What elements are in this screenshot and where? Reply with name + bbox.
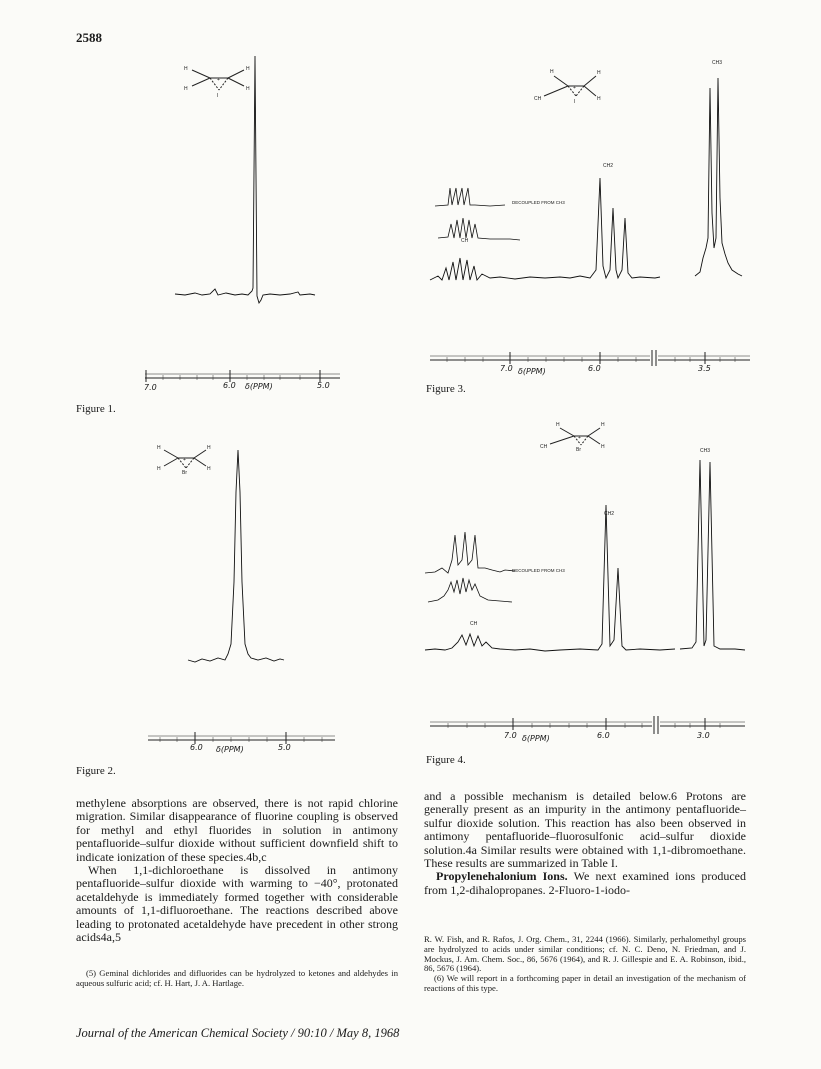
- svg-text:H: H: [184, 86, 188, 92]
- figure-3-tick-7: 7.0: [500, 364, 513, 373]
- figure-4-ch-label: CH: [470, 621, 478, 627]
- figure-2-axis-label: δ(PPM): [216, 745, 244, 754]
- svg-text:+: +: [573, 85, 576, 91]
- figure-3-ch3-label: CH3: [712, 60, 723, 66]
- svg-text:+: +: [217, 77, 220, 83]
- figure-2-trace: [188, 450, 284, 662]
- figure-4-axis-label: δ(PPM): [522, 734, 550, 743]
- figure-3-axis-label: δ(PPM): [518, 367, 546, 376]
- svg-text:H: H: [246, 66, 250, 72]
- svg-text:H: H: [597, 96, 601, 102]
- figure-4-structure: [550, 428, 600, 445]
- svg-text:CH: CH: [534, 96, 542, 102]
- figure-3-structure: [544, 76, 596, 96]
- figure-3-ch3-trace: [695, 78, 742, 276]
- left-paragraph-2: When 1,1-dichloroethane is dissolved in antimony pentafluoride–sulfur dioxide with warming to −40°, protonated acetaldehyde is immediately formed together with considerable amounts of 1,1-difluoroethane. The reactions described above leading to protonated acetaldehyde have precedent in other strong acids4a,5: [76, 863, 398, 945]
- figure-4-decoupled-trace: [425, 532, 515, 573]
- right-paragraph-1: and a possible mechanism is detailed below.6 Protons are generally present as an impurity in the antimony pentafluoride–sulfur dioxide solution. This reaction has also been observed in antimony pentafluoride–fluorosulfonic acid–sulfur dioxide solution.4a Similar results were obtained with 1,1-dibromoethane. These results are summarized in Table I.: [424, 789, 746, 871]
- figure-3-caption: Figure 3.: [426, 383, 466, 395]
- left-column-text: [76, 797, 398, 944]
- section-heading: Propylenehalonium Ions.: [436, 869, 568, 884]
- figure-3-tick-6: 6.0: [588, 364, 601, 373]
- svg-text:I: I: [217, 93, 219, 99]
- figure-1-scale: [145, 370, 340, 382]
- figure-3-decoupled-label: DECOUPLED FROM CH3: [512, 200, 565, 205]
- figure-4-tick-6: 6.0: [597, 731, 610, 740]
- figure-4-decoupled-label: DECOUPLED FROM CH3: [512, 568, 565, 573]
- footnote-5: (5) Geminal dichlorides and difluorides can be hydrolyzed to ketones and aldehydes in aqueous sulfuric acid; cf. H. Hart, J. A. Hartlage.: [76, 968, 398, 988]
- svg-text:H: H: [157, 466, 161, 472]
- figure-2-caption: Figure 2.: [76, 765, 116, 777]
- left-footnotes: [76, 969, 398, 989]
- svg-text:H: H: [601, 422, 605, 428]
- figure-1-spectrum: [140, 48, 360, 408]
- right-column-text: [424, 790, 746, 897]
- svg-text:Br: Br: [182, 470, 187, 476]
- svg-text:H: H: [246, 86, 250, 92]
- figure-4-caption: Figure 4.: [426, 754, 466, 766]
- figure-2-tick-6: 6.0: [190, 743, 203, 752]
- section-text: We next examined ions produced from 1,2-dihalopropanes. 2-Fluoro-1-iodo-: [424, 869, 746, 897]
- figure-1-tick-6: 6.0: [223, 381, 236, 390]
- figure-4-ch3-label: CH3: [700, 448, 711, 454]
- figure-4-ch-expanded-trace: [428, 578, 512, 602]
- footnote-6: (6) We will report in a forthcoming paper in detail an investigation of the mechanism of reactions of this type.: [424, 973, 746, 993]
- figure-3-ch-expanded-trace: [438, 218, 520, 240]
- figure-4-ch2-label: CH2: [604, 511, 615, 517]
- svg-text:Br: Br: [576, 447, 581, 453]
- svg-text:H: H: [157, 445, 161, 451]
- figure-4-spectrum: [420, 420, 755, 750]
- footnote-4-continued: R. W. Fish, and R. Rafos, J. Org. Chem., 31, 2244 (1966). Similarly, perhalomethyl groups are hydrolyzed to acids under similar conditions; cf. N. C. Deno, N. Friedman, and J. Mockus, J. Am. Chem. Soc., 86, 5676 (1964), and R. J. Gillespie and E. A. Robinson, ibid., 86, 5676 (1964).: [424, 934, 746, 974]
- svg-text:H: H: [556, 422, 560, 428]
- figure-1-caption: Figure 1.: [76, 403, 116, 415]
- figure-1-axis-label: δ(PPM): [245, 382, 273, 391]
- svg-text:H: H: [597, 70, 601, 76]
- figure-3-decoupled-trace: [435, 188, 505, 206]
- svg-text:H: H: [601, 444, 605, 450]
- figure-2-spectrum: [140, 432, 360, 762]
- figure-4-main-trace: [425, 505, 675, 651]
- figure-1-trace: [175, 56, 315, 303]
- figure-3-spectrum: [420, 48, 755, 383]
- svg-text:H: H: [550, 69, 554, 75]
- left-paragraph-1: methylene absorptions are observed, there is not rapid chlorine migration. Similar disappearance of fluorine coupling is observed for methyl and ethyl fluorides in solution in antimony pentafluoride–sulfur dioxide without sufficient downfield shift to indicate ionization of these species.4b,c: [76, 796, 398, 864]
- figure-4-tick-7: 7.0: [504, 731, 517, 740]
- journal-footer: Journal of the American Chemical Society / 90:10 / May 8, 1968: [76, 1026, 400, 1040]
- figure-3-ch-label: CH: [461, 238, 469, 244]
- figure-4-ch3-trace: [680, 460, 745, 650]
- svg-text:I: I: [574, 99, 576, 105]
- page-number: 2588: [76, 30, 102, 45]
- figure-1-tick-7: 7.0: [144, 383, 157, 392]
- figure-4-tick-3: 3.0: [697, 731, 710, 740]
- svg-text:H: H: [184, 66, 188, 72]
- svg-text:+: +: [183, 457, 186, 463]
- figure-2-scale: [148, 732, 335, 744]
- svg-text:CH: CH: [540, 444, 548, 450]
- figure-2-tick-5: 5.0: [278, 743, 291, 752]
- figure-1-tick-5: 5.0: [317, 381, 330, 390]
- svg-text:+: +: [578, 435, 581, 441]
- figure-3-tick-3-5: 3.5: [698, 364, 711, 373]
- svg-text:H: H: [207, 466, 211, 472]
- right-footnotes: [424, 935, 746, 994]
- svg-text:H: H: [207, 445, 211, 451]
- figure-3-ch2-label: CH2: [603, 163, 614, 169]
